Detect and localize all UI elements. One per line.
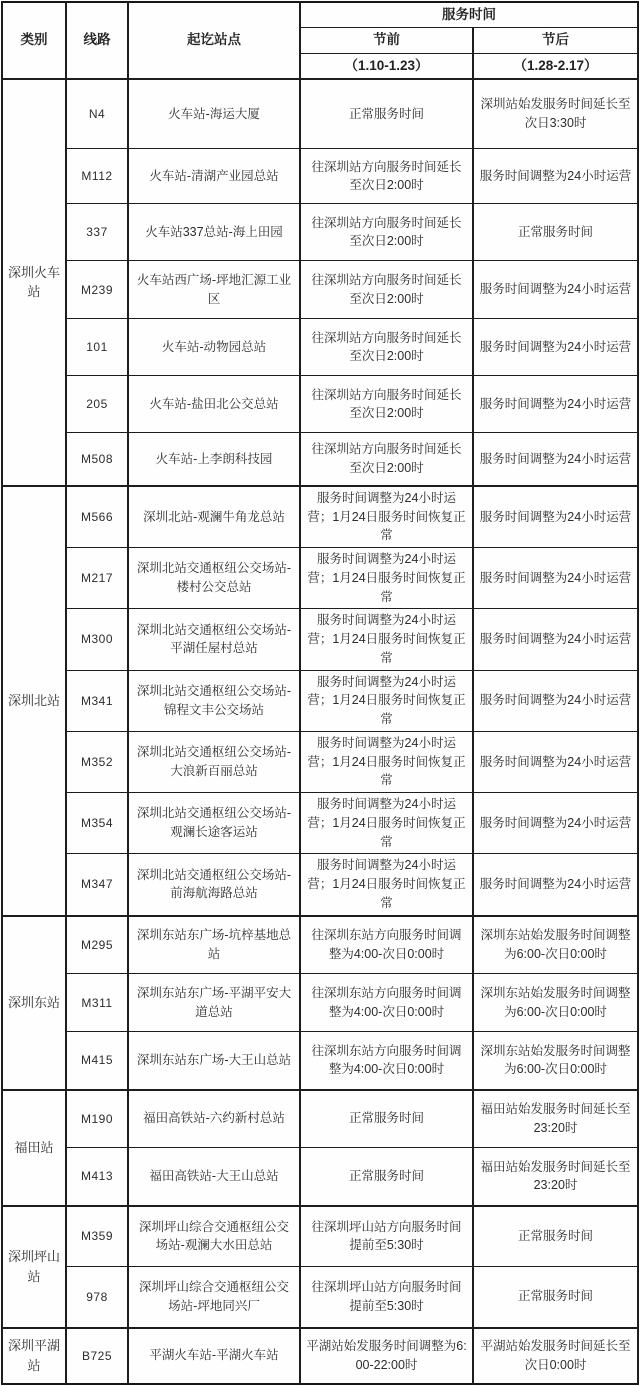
pre-cell: 服务时间调整为24小时运营；1月24日服务时间恢复正常 <box>300 793 473 854</box>
post-cell: 福田站始发服务时间延长至23:20时 <box>473 1148 638 1206</box>
pre-cell: 服务时间调整为24小时运营；1月24日服务时间恢复正常 <box>300 854 473 916</box>
pre-cell: 服务时间调整为24小时运营；1月24日服务时间恢复正常 <box>300 609 473 670</box>
line-cell: M295 <box>66 916 128 974</box>
line-cell: 337 <box>66 204 128 261</box>
table-row <box>2 261 638 319</box>
table-header <box>2 2 638 79</box>
pre-cell: 往深圳站方向服务时间延长至次日2:00时 <box>300 376 473 433</box>
pre-cell: 往深圳站方向服务时间延长至次日2:00时 <box>300 261 473 319</box>
table-row <box>2 433 638 486</box>
header-service-time: 服务时间 <box>300 2 638 28</box>
line-cell: M413 <box>66 1148 128 1206</box>
category-cell: 深圳火车站 <box>2 79 66 486</box>
stations-cell: 火车站-上李朗科技园 <box>128 433 300 486</box>
header-post-label: 节后 <box>473 28 638 53</box>
post-cell: 服务时间调整为24小时运营 <box>473 261 638 319</box>
table-row <box>2 1090 638 1148</box>
stations-cell: 深圳北站交通枢纽公交场站-锦程文丰公交场站 <box>128 670 300 731</box>
pre-cell: 往深圳站方向服务时间延长至次日2:00时 <box>300 149 473 204</box>
post-cell: 服务时间调整为24小时运营 <box>473 670 638 731</box>
table-row <box>2 916 638 974</box>
pre-cell: 往深圳东站方向服务时间调整为4:00-次日0:00时 <box>300 916 473 974</box>
header-post-range: （1.28-2.17） <box>473 53 638 79</box>
stations-cell: 深圳北站交通枢纽公交场站-大浪新百丽总站 <box>128 731 300 792</box>
pre-cell: 往深圳东站方向服务时间调整为4:00-次日0:00时 <box>300 974 473 1032</box>
category-cell: 深圳平湖站 <box>2 1328 66 1384</box>
line-cell: N4 <box>66 79 128 149</box>
pre-cell: 服务时间调整为24小时运营；1月24日服务时间恢复正常 <box>300 486 473 548</box>
post-cell: 服务时间调整为24小时运营 <box>473 609 638 670</box>
category-cell: 深圳东站 <box>2 916 66 1090</box>
line-cell: M341 <box>66 670 128 731</box>
stations-cell: 福田高铁站-大王山总站 <box>128 1148 300 1206</box>
stations-cell: 深圳东站东广场-大王山总站 <box>128 1032 300 1090</box>
line-cell: 101 <box>66 319 128 376</box>
stations-cell: 深圳北站交通枢纽公交场站-前海航海路总站 <box>128 854 300 916</box>
post-cell: 服务时间调整为24小时运营 <box>473 731 638 792</box>
stations-cell: 深圳北站-观澜牛角龙总站 <box>128 486 300 548</box>
bus-service-table <box>1 1 639 1385</box>
category-cell: 深圳坪山站 <box>2 1206 66 1328</box>
line-cell: M239 <box>66 261 128 319</box>
stations-cell: 福田高铁站-六约新村总站 <box>128 1090 300 1148</box>
line-cell: M190 <box>66 1090 128 1148</box>
stations-cell: 深圳北站交通枢纽公交场站-楼村公交总站 <box>128 548 300 609</box>
line-cell: B725 <box>66 1328 128 1384</box>
line-cell: M508 <box>66 433 128 486</box>
table-row <box>2 793 638 854</box>
line-cell: 205 <box>66 376 128 433</box>
line-cell: M415 <box>66 1032 128 1090</box>
pre-cell: 正常服务时间 <box>300 1090 473 1148</box>
table-row <box>2 974 638 1032</box>
table-row <box>2 319 638 376</box>
line-cell: M566 <box>66 486 128 548</box>
table-row <box>2 1328 638 1384</box>
post-cell: 服务时间调整为24小时运营 <box>473 149 638 204</box>
stations-cell: 深圳东站东广场-坑梓基地总站 <box>128 916 300 974</box>
category-cell: 深圳北站 <box>2 486 66 916</box>
header-pre-range: （1.10-1.23） <box>300 53 473 79</box>
stations-cell: 深圳坪山综合交通枢纽公交场站-观澜大水田总站 <box>128 1206 300 1267</box>
post-cell: 正常服务时间 <box>473 1206 638 1267</box>
line-cell: 978 <box>66 1267 128 1328</box>
stations-cell: 火车站337总站-海上田园 <box>128 204 300 261</box>
post-cell: 服务时间调整为24小时运营 <box>473 319 638 376</box>
table-row <box>2 79 638 149</box>
stations-cell: 深圳东站东广场-平湖平安大道总站 <box>128 974 300 1032</box>
post-cell: 服务时间调整为24小时运营 <box>473 854 638 916</box>
header-pre-label: 节前 <box>300 28 473 53</box>
table-row <box>2 1032 638 1090</box>
stations-cell: 深圳坪山综合交通枢纽公交场站-坪地同兴厂 <box>128 1267 300 1328</box>
table-row <box>2 1206 638 1267</box>
pre-cell: 服务时间调整为24小时运营；1月24日服务时间恢复正常 <box>300 548 473 609</box>
stations-cell: 火车站-动物园总站 <box>128 319 300 376</box>
table-row <box>2 1267 638 1328</box>
table-row <box>2 204 638 261</box>
pre-cell: 服务时间调整为24小时运营；1月24日服务时间恢复正常 <box>300 731 473 792</box>
table-row <box>2 854 638 916</box>
table-row <box>2 609 638 670</box>
post-cell: 深圳东站始发服务时间调整为6:00-次日0:00时 <box>473 974 638 1032</box>
stations-cell: 火车站-盐田北公交总站 <box>128 376 300 433</box>
post-cell: 深圳东站始发服务时间调整为6:00-次日0:00时 <box>473 916 638 974</box>
stations-cell: 平湖火车站-平湖火车站 <box>128 1328 300 1384</box>
table-row <box>2 731 638 792</box>
table-row <box>2 486 638 548</box>
post-cell: 服务时间调整为24小时运营 <box>473 486 638 548</box>
pre-cell: 平湖站始发服务时间调整为6:00-22:00时 <box>300 1328 473 1384</box>
post-cell: 深圳站始发服务时间延长至次日3:30时 <box>473 79 638 149</box>
table-row <box>2 149 638 204</box>
table-row <box>2 376 638 433</box>
post-cell: 正常服务时间 <box>473 1267 638 1328</box>
line-cell: M300 <box>66 609 128 670</box>
post-cell: 深圳东站始发服务时间调整为6:00-次日0:00时 <box>473 1032 638 1090</box>
stations-cell: 火车站-清湖产业园总站 <box>128 149 300 204</box>
header-stations: 起讫站点 <box>128 2 300 79</box>
post-cell: 服务时间调整为24小时运营 <box>473 548 638 609</box>
pre-cell: 正常服务时间 <box>300 1148 473 1206</box>
pre-cell: 往深圳站方向服务时间延长至次日2:00时 <box>300 204 473 261</box>
pre-cell: 往深圳站方向服务时间延长至次日2:00时 <box>300 433 473 486</box>
stations-cell: 火车站-海运大厦 <box>128 79 300 149</box>
header-line: 线路 <box>66 2 128 79</box>
pre-cell: 往深圳坪山站方向服务时间提前至5:30时 <box>300 1267 473 1328</box>
post-cell: 福田站始发服务时间延长至23:20时 <box>473 1090 638 1148</box>
post-cell: 平湖站始发服务时间延长至次日0:00时 <box>473 1328 638 1384</box>
category-cell: 福田站 <box>2 1090 66 1206</box>
post-cell: 服务时间调整为24小时运营 <box>473 433 638 486</box>
post-cell: 服务时间调整为24小时运营 <box>473 793 638 854</box>
line-cell: M354 <box>66 793 128 854</box>
table-row <box>2 1148 638 1206</box>
pre-cell: 往深圳站方向服务时间延长至次日2:00时 <box>300 319 473 376</box>
line-cell: M352 <box>66 731 128 792</box>
table-row <box>2 670 638 731</box>
pre-cell: 正常服务时间 <box>300 79 473 149</box>
line-cell: M359 <box>66 1206 128 1267</box>
pre-cell: 往深圳坪山站方向服务时间提前至5:30时 <box>300 1206 473 1267</box>
line-cell: M311 <box>66 974 128 1032</box>
line-cell: M112 <box>66 149 128 204</box>
pre-cell: 服务时间调整为24小时运营；1月24日服务时间恢复正常 <box>300 670 473 731</box>
table-row <box>2 548 638 609</box>
header-category: 类别 <box>2 2 66 79</box>
line-cell: M347 <box>66 854 128 916</box>
post-cell: 正常服务时间 <box>473 204 638 261</box>
pre-cell: 往深圳东站方向服务时间调整为4:00-次日0:00时 <box>300 1032 473 1090</box>
stations-cell: 深圳北站交通枢纽公交场站-平湖任屋村总站 <box>128 609 300 670</box>
stations-cell: 火车站西广场-坪地汇源工业区 <box>128 261 300 319</box>
post-cell: 服务时间调整为24小时运营 <box>473 376 638 433</box>
stations-cell: 深圳北站交通枢纽公交场站-观澜长途客运站 <box>128 793 300 854</box>
line-cell: M217 <box>66 548 128 609</box>
